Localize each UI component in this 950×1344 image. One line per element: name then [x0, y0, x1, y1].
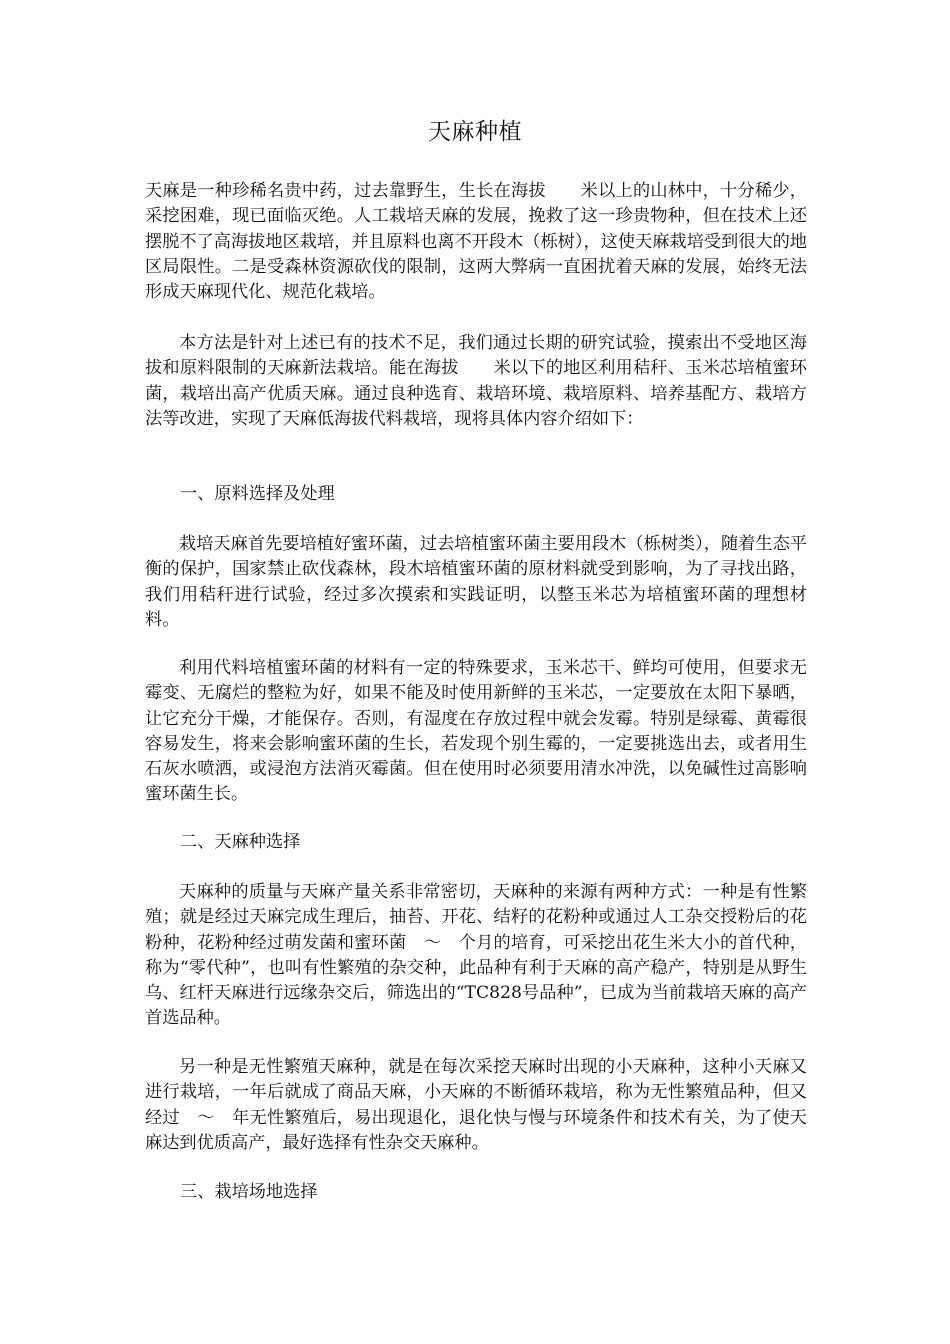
document-title: 天麻种植	[428, 119, 522, 145]
section-heading-2: 二、天麻种选择	[180, 832, 301, 852]
paragraph-substitute: 利用代料培植蜜环菌的材料有一定的特殊要求，玉米芯干、鲜均可使用，但要求无霉变、无腐烂的整粒为好，如果不能及时使用新鲜的玉米芯，一定要放在太阳下暴晒，让它充分干燥，才能保存。否则，有湿度在存放过程中就会发霉。特别是绿霉、黄霉很容易发生，将来会影响蜜环菌的生长，若发现个别生霉的，一定要挑选出去，或者用生石灰水喷洒，或浸泡方法消灭霉菌。但在使用时必须要用清水冲洗，以免碱性过高影响蜜环菌生长。	[145, 658, 807, 805]
section-heading-3: 三、栽培场地选择	[180, 1182, 318, 1202]
paragraph-method: 本方法是针对上述已有的技术不足，我们通过长期的研究试验，摸索出不受地区海拔和原料限制的天麻新法栽培。能在海拔 米以下的地区利用秸秆、玉米芯培植蜜环菌，栽培出高产优质天麻。通过良种选育、栽培环境、栽培原料、培养基配方、栽培方法等改进，实现了天麻低海拔代料栽培，现将具体内容介绍如下：	[145, 333, 807, 429]
paragraph-material: 栽培天麻首先要培植好蜜环菌，过去培植蜜环菌主要用段木（栎树类），随着生态平衡的保护，国家禁止砍伐森林，段木培植蜜环菌的原材料就受到影响，为了寻找出路，我们用秸秆进行试验，经过多次摸索和实践证明，以整玉米芯为培植蜜环菌的理想材料。	[145, 534, 807, 630]
paragraph-asexual-seed: 另一种是无性繁殖天麻种，就是在每次采挖天麻时出现的小天麻种，这种小天麻又进行栽培，一年后就成了商品天麻，小天麻的不断循环栽培，称为无性繁殖品种，但又经过 ～ 年无性繁殖后，易出现退化，退化快与慢与环境条件和技术有关，为了使天麻达到优质高产，最好选择有性杂交天麻种。	[145, 1057, 807, 1153]
paragraph-sexual-seed: 天麻种的质量与天麻产量关系非常密切，天麻种的来源有两种方式：一种是有性繁殖；就是经过天麻完成生理后，抽苔、开花、结籽的花粉种或通过人工杂交授粉后的花粉种，花粉种经过萌发菌和蜜环菌 ～ 个月的培育，可采挖出花生米大小的首代种，称为“零代种”，也叫有性繁殖的杂交种，此品种有利于天麻的高产稳产，特别是从野生乌、红杆天麻进行远缘杂交后，筛选出的“TC828号品种”，已成为当前栽培天麻的高产首选品种。	[145, 882, 807, 1029]
section-heading-1: 一、原料选择及处理	[180, 484, 335, 504]
paragraph-intro: 天麻是一种珍稀名贵中药，过去靠野生，生长在海拔 米以上的山林中，十分稀少，采挖困难，现已面临灭绝。人工栽培天麻的发展，挽救了这一珍贵物种，但在技术上还摆脱不了高海拔地区栽培，并且原料也离不开段木（栎树），这使天麻栽培受到很大的地区局限性。二是受森林资源砍伐的限制，这两大弊病一直困扰着天麻的发展，始终无法形成天麻现代化、规范化栽培。	[145, 181, 807, 303]
